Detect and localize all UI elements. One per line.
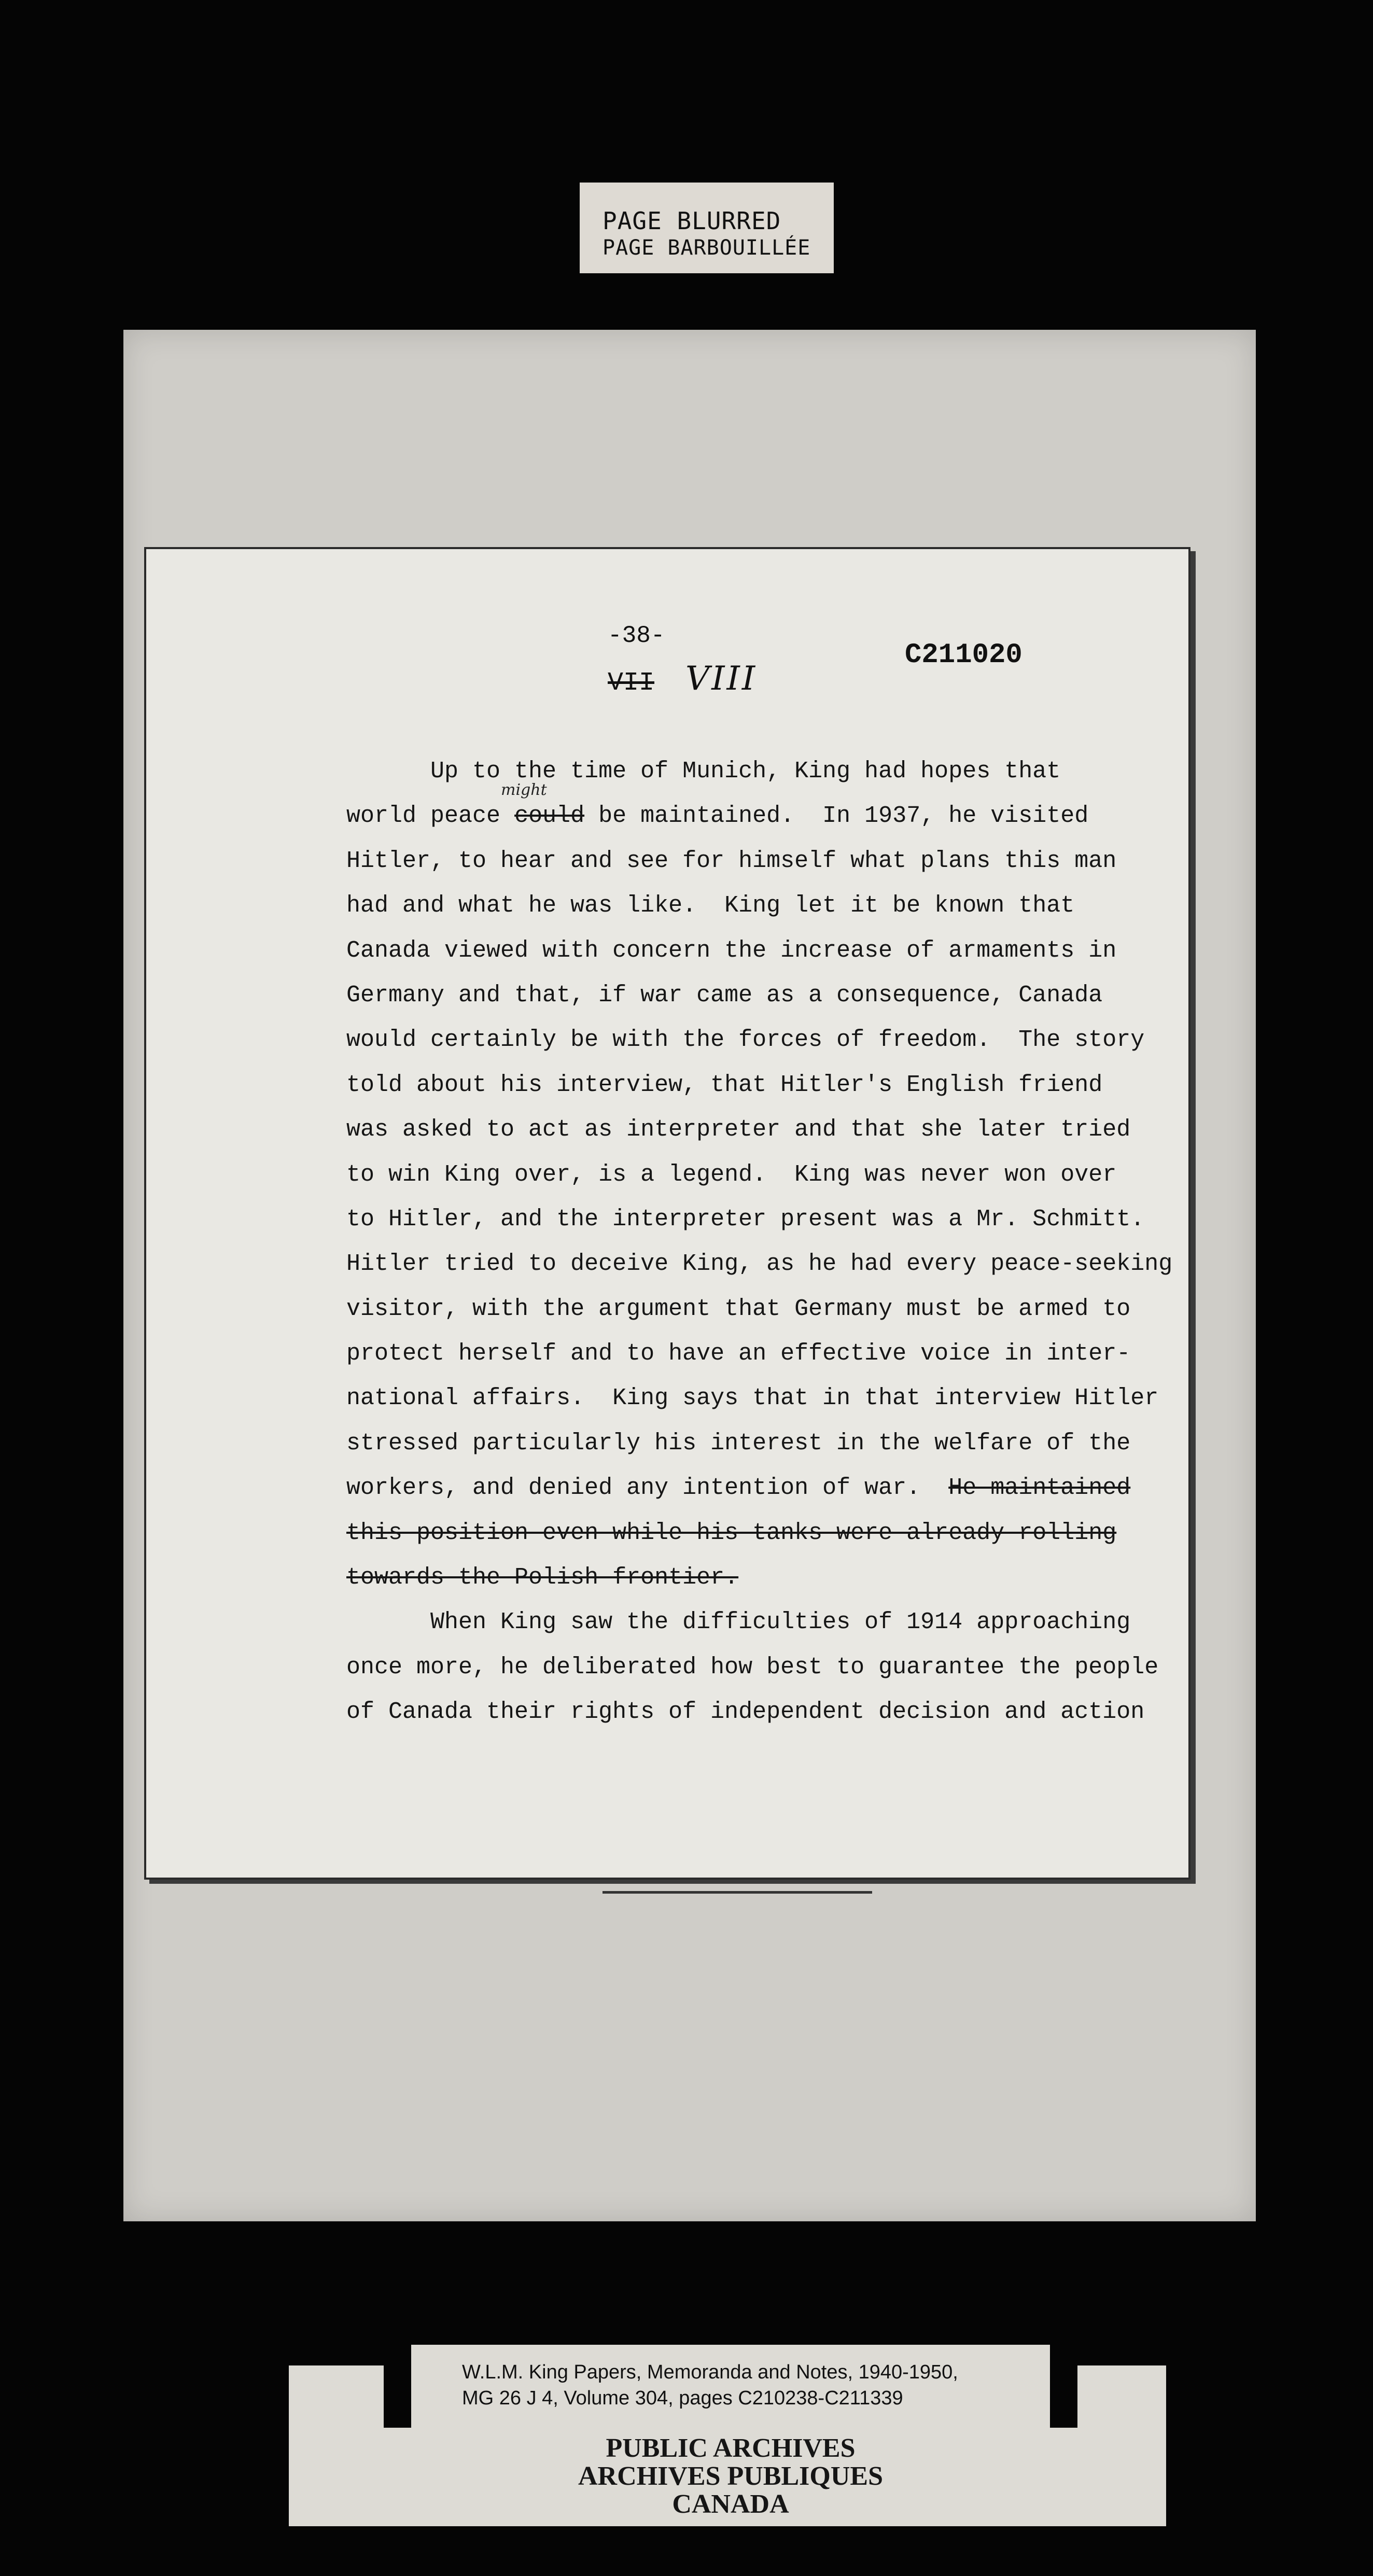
text-line	[346, 1018, 1145, 1062]
text-line	[346, 1108, 1134, 1152]
body-text	[346, 749, 1173, 1735]
line-text: would certainly be with the forces of freedom. The story	[346, 1027, 1145, 1054]
chapter-struck: VII	[608, 668, 655, 698]
page-number: -38-	[608, 622, 665, 649]
text-line	[346, 1556, 1134, 1600]
chapter-handwritten: VIII	[685, 660, 758, 698]
text-line	[346, 839, 1134, 884]
label-english: PAGE BLURRED	[603, 207, 781, 235]
stamp-line: CANADA	[672, 2489, 789, 2519]
line-text: Hitler tried to deceive King, as he had every peace-seeking	[346, 1251, 1173, 1278]
text-line	[346, 1376, 1159, 1421]
text-line	[346, 794, 1134, 838]
text-line	[346, 1421, 1134, 1466]
text-line	[346, 749, 1134, 794]
text-line	[346, 1197, 1145, 1242]
citation-label	[411, 2345, 1050, 2431]
line-text: to win King over, is a legend. King was never won over	[346, 1161, 1117, 1188]
line-text: was asked to act as interpreter and that she later tried	[346, 1116, 1131, 1143]
frame-gap-right	[1050, 2345, 1077, 2428]
text-line	[346, 1332, 1134, 1376]
text-line	[346, 1690, 1145, 1734]
line-text: to Hitler, and the interpreter present was a Mr. Schmitt.	[346, 1206, 1145, 1233]
page-blurred-label	[580, 183, 834, 273]
document-id: C211020	[905, 639, 1022, 671]
struck-text: this position even while his tanks were already rolling	[346, 1519, 1117, 1546]
text-line	[346, 1287, 1134, 1332]
citation-line: MG 26 J 4, Volume 304, pages C210238-C211339	[462, 2387, 903, 2409]
frame-gap-left	[384, 2345, 411, 2428]
stamp-line: ARCHIVES PUBLIQUES	[578, 2461, 884, 2491]
line-text: visitor, with the argument that Germany must be armed to	[346, 1295, 1131, 1322]
line-text: Germany and that, if war came as a consequence, Canada	[346, 982, 1103, 1009]
stamp-line: PUBLIC ARCHIVES	[606, 2433, 856, 2463]
text-line	[346, 1063, 1134, 1108]
page-bottom-mark	[603, 1891, 872, 1894]
line-text: once more, he deliberated how best to guarantee the people	[346, 1654, 1159, 1681]
text-line	[346, 929, 1134, 973]
struck-text: He maintained	[948, 1475, 1131, 1502]
text-line	[346, 1242, 1173, 1286]
text-line	[346, 884, 1134, 928]
line-text: When King saw the difficulties of 1914 approaching	[346, 1609, 1131, 1636]
line-text: of Canada their rights of independent decision and action	[346, 1699, 1145, 1726]
line-text: protect herself and to have an effective voice in inter-	[346, 1340, 1131, 1367]
text-line	[346, 1466, 1134, 1510]
text-line	[346, 973, 1134, 1018]
text-line	[346, 1511, 1134, 1556]
line-text: national affairs. King says that in that interview Hitler	[346, 1385, 1159, 1412]
text-line	[346, 1153, 1134, 1197]
archives-stamp	[411, 2434, 1050, 2526]
line-text: Canada viewed with concern the increase of armaments in	[346, 937, 1117, 964]
citation-line: W.L.M. King Papers, Memoranda and Notes, 1940-1950,	[462, 2361, 958, 2383]
line-text: Hitler, to hear and see for himself what plans this man	[346, 847, 1117, 874]
text-line	[346, 1645, 1159, 1690]
line-text: Up to the time of Munich, King had hopes that	[346, 758, 1061, 785]
text-line	[346, 1600, 1134, 1645]
label-french: PAGE BARBOUILLÉE	[603, 236, 811, 260]
struck-text: towards the Polish frontier.	[346, 1564, 739, 1591]
struck-text: could	[514, 803, 585, 830]
line-text: stressed particularly his interest in the welfare of the	[346, 1430, 1131, 1457]
line-text: had and what he was like. King let it be known that	[346, 892, 1075, 919]
line-text: world peace	[346, 803, 515, 830]
line-text: be maintained. In 1937, he visited	[584, 803, 1089, 830]
line-text: told about his interview, that Hitler's English friend	[346, 1071, 1103, 1098]
line-text: workers, and denied any intention of war.	[346, 1475, 949, 1502]
chapter-number	[608, 660, 757, 698]
handwritten-insert: might	[501, 781, 547, 799]
